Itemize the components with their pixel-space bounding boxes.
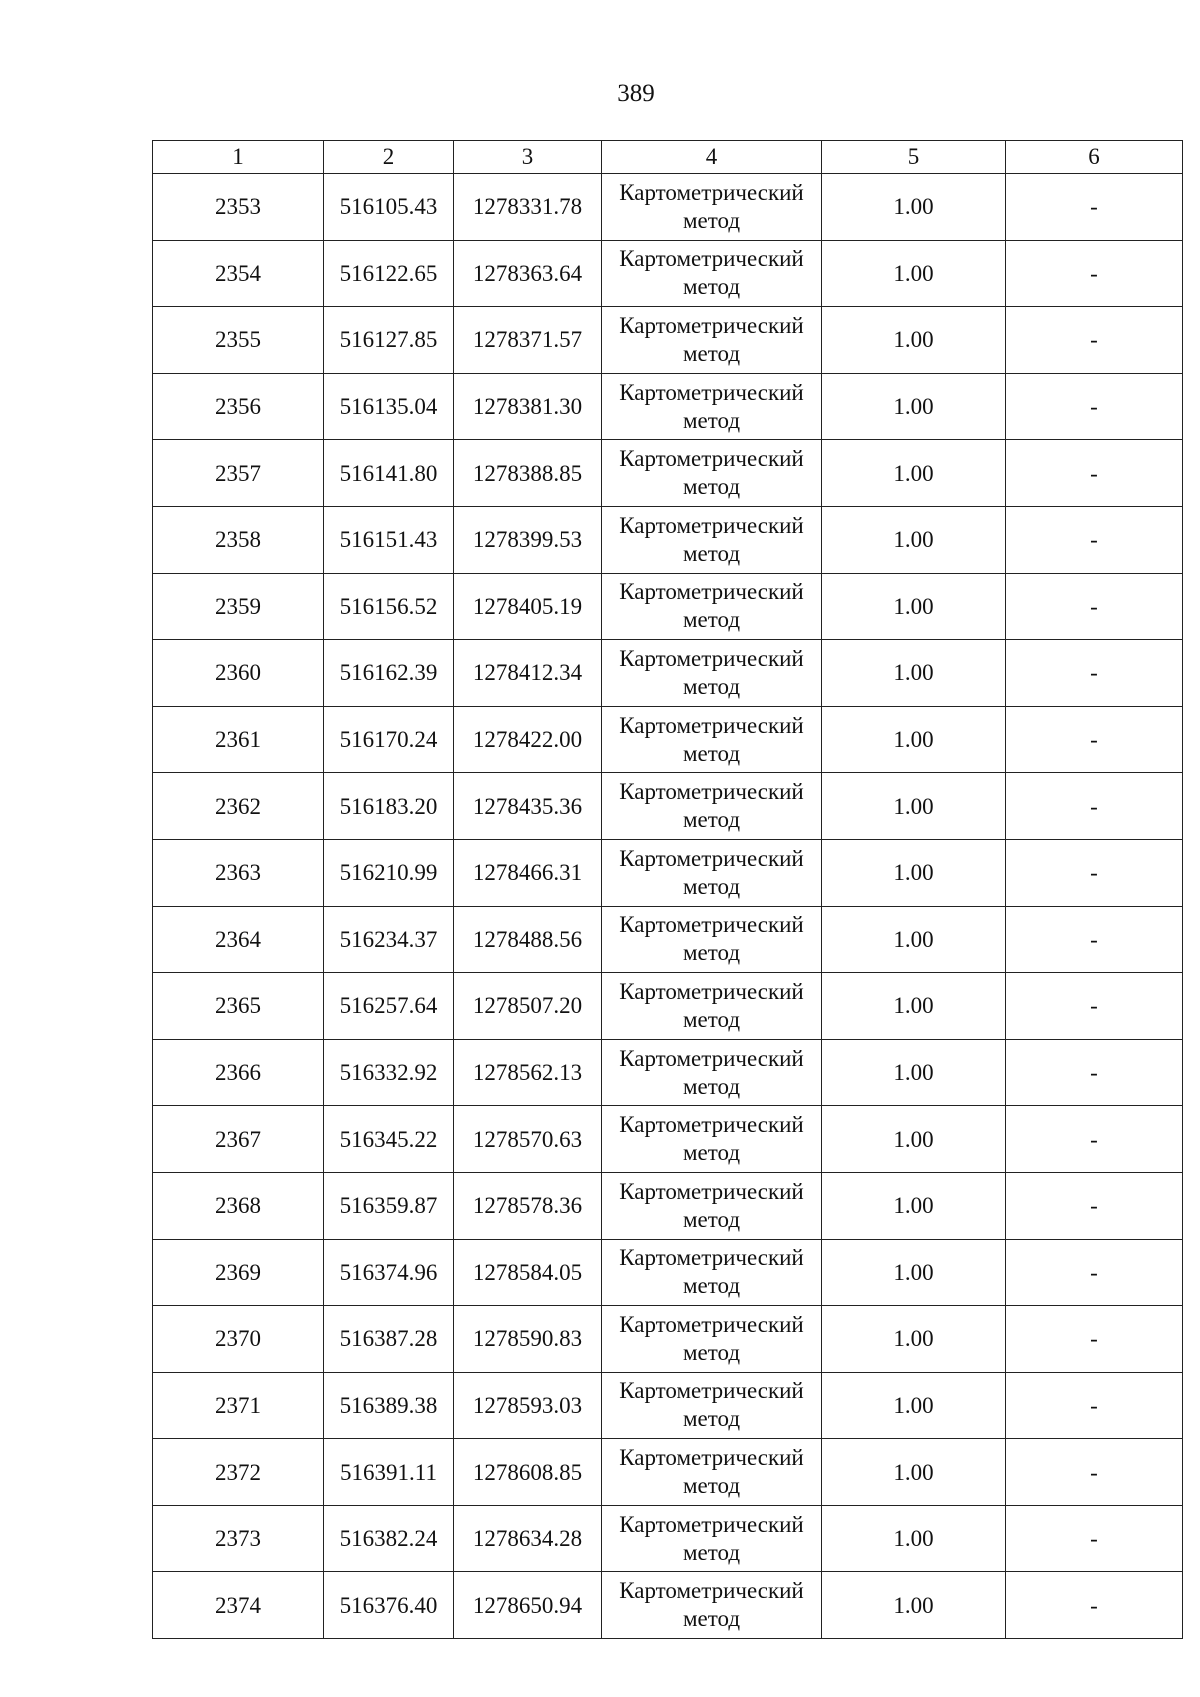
method-cell <box>602 174 822 241</box>
header-row <box>153 141 1183 174</box>
method-line-2: метод <box>682 673 741 699</box>
method-line-1: Картометрический <box>619 845 804 871</box>
method-line-2: метод <box>682 1606 741 1632</box>
y-coordinate-cell: 1278412.34 <box>454 640 602 707</box>
note-cell: - <box>1006 1505 1183 1572</box>
y-coordinate-cell: 1278593.03 <box>454 1372 602 1439</box>
table-row <box>153 640 1183 707</box>
method-cell <box>602 973 822 1040</box>
x-coordinate-cell: 516391.11 <box>324 1439 454 1506</box>
method-line-1: Картометрический <box>619 912 804 938</box>
table-row <box>153 906 1183 973</box>
header-col-1: 1 <box>153 141 324 174</box>
table-row <box>153 240 1183 307</box>
method-cell <box>602 773 822 840</box>
method-cell <box>602 307 822 374</box>
point-number-cell: 2371 <box>153 1372 324 1439</box>
note-cell: - <box>1006 1306 1183 1373</box>
method-line-1: Картометрический <box>619 312 804 338</box>
point-number-cell: 2360 <box>153 640 324 707</box>
accuracy-cell: 1.00 <box>822 1039 1006 1106</box>
note-cell: - <box>1006 1039 1183 1106</box>
table-header <box>153 141 1183 174</box>
point-number-cell: 2354 <box>153 240 324 307</box>
point-number-cell: 2367 <box>153 1106 324 1173</box>
note-cell: - <box>1006 506 1183 573</box>
note-cell: - <box>1006 573 1183 640</box>
method-line-1: Картометрический <box>619 779 804 805</box>
y-coordinate-cell: 1278634.28 <box>454 1505 602 1572</box>
method-cell <box>602 839 822 906</box>
method-line-2: метод <box>682 1539 741 1565</box>
y-coordinate-cell: 1278466.31 <box>454 839 602 906</box>
y-coordinate-cell: 1278422.00 <box>454 706 602 773</box>
accuracy-cell: 1.00 <box>822 240 1006 307</box>
method-line-2: метод <box>682 740 741 766</box>
point-number-cell: 2369 <box>153 1239 324 1306</box>
method-line-2: метод <box>682 540 741 566</box>
y-coordinate-cell: 1278650.94 <box>454 1572 602 1639</box>
header-col-3: 3 <box>454 141 602 174</box>
x-coordinate-cell: 516389.38 <box>324 1372 454 1439</box>
note-cell: - <box>1006 174 1183 241</box>
header-col-2: 2 <box>324 141 454 174</box>
note-cell: - <box>1006 839 1183 906</box>
x-coordinate-cell: 516135.04 <box>324 373 454 440</box>
method-cell <box>602 440 822 507</box>
method-cell <box>602 1172 822 1239</box>
method-line-1: Картометрический <box>619 978 804 1004</box>
x-coordinate-cell: 516332.92 <box>324 1039 454 1106</box>
accuracy-cell: 1.00 <box>822 307 1006 374</box>
y-coordinate-cell: 1278388.85 <box>454 440 602 507</box>
point-number-cell: 2357 <box>153 440 324 507</box>
y-coordinate-cell: 1278488.56 <box>454 906 602 973</box>
method-cell <box>602 506 822 573</box>
note-cell: - <box>1006 307 1183 374</box>
x-coordinate-cell: 516387.28 <box>324 1306 454 1373</box>
method-cell <box>602 1439 822 1506</box>
point-number-cell: 2362 <box>153 773 324 840</box>
table-row <box>153 440 1183 507</box>
header-col-4: 4 <box>602 141 822 174</box>
method-line-2: метод <box>682 807 741 833</box>
y-coordinate-cell: 1278381.30 <box>454 373 602 440</box>
point-number-cell: 2356 <box>153 373 324 440</box>
method-line-1: Картометрический <box>619 712 804 738</box>
method-cell <box>602 1372 822 1439</box>
point-number-cell: 2355 <box>153 307 324 374</box>
method-line-2: метод <box>682 1206 741 1232</box>
y-coordinate-cell: 1278584.05 <box>454 1239 602 1306</box>
accuracy-cell: 1.00 <box>822 1505 1006 1572</box>
table-row <box>153 174 1183 241</box>
y-coordinate-cell: 1278363.64 <box>454 240 602 307</box>
table-row <box>153 1572 1183 1639</box>
x-coordinate-cell: 516257.64 <box>324 973 454 1040</box>
x-coordinate-cell: 516151.43 <box>324 506 454 573</box>
point-number-cell: 2353 <box>153 174 324 241</box>
table-body <box>153 174 1183 1639</box>
table-row <box>153 1306 1183 1373</box>
point-number-cell: 2361 <box>153 706 324 773</box>
method-line-2: метод <box>682 1073 741 1099</box>
method-cell <box>602 1106 822 1173</box>
y-coordinate-cell: 1278590.83 <box>454 1306 602 1373</box>
accuracy-cell: 1.00 <box>822 573 1006 640</box>
method-line-1: Картометрический <box>619 1245 804 1271</box>
table-row <box>153 1239 1183 1306</box>
method-line-2: метод <box>682 1140 741 1166</box>
x-coordinate-cell: 516122.65 <box>324 240 454 307</box>
method-line-1: Картометрический <box>619 379 804 405</box>
method-line-2: метод <box>682 940 741 966</box>
accuracy-cell: 1.00 <box>822 506 1006 573</box>
method-line-1: Картометрический <box>619 1578 804 1604</box>
note-cell: - <box>1006 440 1183 507</box>
method-cell <box>602 706 822 773</box>
x-coordinate-cell: 516374.96 <box>324 1239 454 1306</box>
method-line-1: Картометрический <box>619 1511 804 1537</box>
method-cell <box>602 573 822 640</box>
method-line-1: Картометрический <box>619 1378 804 1404</box>
method-line-1: Картометрический <box>619 1045 804 1071</box>
accuracy-cell: 1.00 <box>822 1106 1006 1173</box>
accuracy-cell: 1.00 <box>822 706 1006 773</box>
x-coordinate-cell: 516210.99 <box>324 839 454 906</box>
table-row <box>153 1172 1183 1239</box>
y-coordinate-cell: 1278608.85 <box>454 1439 602 1506</box>
method-line-1: Картометрический <box>619 1311 804 1337</box>
method-cell <box>602 1572 822 1639</box>
note-cell: - <box>1006 773 1183 840</box>
method-cell <box>602 1306 822 1373</box>
table-row <box>153 1505 1183 1572</box>
note-cell: - <box>1006 1439 1183 1506</box>
x-coordinate-cell: 516162.39 <box>324 640 454 707</box>
accuracy-cell: 1.00 <box>822 640 1006 707</box>
x-coordinate-cell: 516359.87 <box>324 1172 454 1239</box>
method-line-2: метод <box>682 340 741 366</box>
table-row <box>153 706 1183 773</box>
note-cell: - <box>1006 1239 1183 1306</box>
point-number-cell: 2374 <box>153 1572 324 1639</box>
table-row <box>153 373 1183 440</box>
note-cell: - <box>1006 640 1183 707</box>
x-coordinate-cell: 516376.40 <box>324 1572 454 1639</box>
y-coordinate-cell: 1278578.36 <box>454 1172 602 1239</box>
method-line-2: метод <box>682 407 741 433</box>
method-line-2: метод <box>682 1273 741 1299</box>
table-row <box>153 573 1183 640</box>
method-line-2: метод <box>682 1406 741 1432</box>
method-cell <box>602 1039 822 1106</box>
coordinates-table <box>152 140 1183 1639</box>
table-row <box>153 973 1183 1040</box>
point-number-cell: 2368 <box>153 1172 324 1239</box>
table-row <box>153 1039 1183 1106</box>
note-cell: - <box>1006 706 1183 773</box>
accuracy-cell: 1.00 <box>822 1372 1006 1439</box>
y-coordinate-cell: 1278507.20 <box>454 973 602 1040</box>
point-number-cell: 2359 <box>153 573 324 640</box>
header-col-5: 5 <box>822 141 1006 174</box>
x-coordinate-cell: 516170.24 <box>324 706 454 773</box>
accuracy-cell: 1.00 <box>822 1306 1006 1373</box>
point-number-cell: 2370 <box>153 1306 324 1373</box>
method-line-1: Картометрический <box>619 645 804 671</box>
accuracy-cell: 1.00 <box>822 1439 1006 1506</box>
note-cell: - <box>1006 906 1183 973</box>
table-row <box>153 506 1183 573</box>
accuracy-cell: 1.00 <box>822 906 1006 973</box>
method-cell <box>602 906 822 973</box>
method-cell <box>602 640 822 707</box>
x-coordinate-cell: 516382.24 <box>324 1505 454 1572</box>
x-coordinate-cell: 516156.52 <box>324 573 454 640</box>
method-line-1: Картометрический <box>619 512 804 538</box>
note-cell: - <box>1006 973 1183 1040</box>
method-line-1: Картометрический <box>619 446 804 472</box>
accuracy-cell: 1.00 <box>822 1172 1006 1239</box>
x-coordinate-cell: 516105.43 <box>324 174 454 241</box>
method-line-2: метод <box>682 1006 741 1032</box>
method-line-1: Картометрический <box>619 1112 804 1138</box>
method-line-1: Картометрический <box>619 246 804 272</box>
y-coordinate-cell: 1278562.13 <box>454 1039 602 1106</box>
note-cell: - <box>1006 1572 1183 1639</box>
y-coordinate-cell: 1278435.36 <box>454 773 602 840</box>
method-line-2: метод <box>682 474 741 500</box>
method-cell <box>602 1239 822 1306</box>
note-cell: - <box>1006 240 1183 307</box>
note-cell: - <box>1006 373 1183 440</box>
page-number: 389 <box>617 80 655 107</box>
y-coordinate-cell: 1278399.53 <box>454 506 602 573</box>
header-col-6: 6 <box>1006 141 1183 174</box>
x-coordinate-cell: 516183.20 <box>324 773 454 840</box>
method-line-1: Картометрический <box>619 179 804 205</box>
point-number-cell: 2373 <box>153 1505 324 1572</box>
method-line-2: метод <box>682 607 741 633</box>
note-cell: - <box>1006 1372 1183 1439</box>
table-row <box>153 1106 1183 1173</box>
method-line-1: Картометрический <box>619 579 804 605</box>
method-line-1: Картометрический <box>619 1445 804 1471</box>
method-line-1: Картометрический <box>619 1178 804 1204</box>
point-number-cell: 2358 <box>153 506 324 573</box>
method-line-2: метод <box>682 1339 741 1365</box>
point-number-cell: 2363 <box>153 839 324 906</box>
accuracy-cell: 1.00 <box>822 174 1006 241</box>
table-row <box>153 773 1183 840</box>
y-coordinate-cell: 1278570.63 <box>454 1106 602 1173</box>
accuracy-cell: 1.00 <box>822 839 1006 906</box>
table-row <box>153 307 1183 374</box>
method-line-2: метод <box>682 274 741 300</box>
x-coordinate-cell: 516141.80 <box>324 440 454 507</box>
note-cell: - <box>1006 1106 1183 1173</box>
point-number-cell: 2364 <box>153 906 324 973</box>
x-coordinate-cell: 516234.37 <box>324 906 454 973</box>
accuracy-cell: 1.00 <box>822 973 1006 1040</box>
accuracy-cell: 1.00 <box>822 773 1006 840</box>
accuracy-cell: 1.00 <box>822 440 1006 507</box>
method-line-2: метод <box>682 1473 741 1499</box>
accuracy-cell: 1.00 <box>822 373 1006 440</box>
x-coordinate-cell: 516345.22 <box>324 1106 454 1173</box>
accuracy-cell: 1.00 <box>822 1239 1006 1306</box>
method-line-2: метод <box>682 207 741 233</box>
method-line-2: метод <box>682 873 741 899</box>
y-coordinate-cell: 1278405.19 <box>454 573 602 640</box>
table-row <box>153 1439 1183 1506</box>
x-coordinate-cell: 516127.85 <box>324 307 454 374</box>
table-row <box>153 839 1183 906</box>
method-cell <box>602 240 822 307</box>
table-row <box>153 1372 1183 1439</box>
y-coordinate-cell: 1278331.78 <box>454 174 602 241</box>
point-number-cell: 2366 <box>153 1039 324 1106</box>
point-number-cell: 2365 <box>153 973 324 1040</box>
method-cell <box>602 373 822 440</box>
point-number-cell: 2372 <box>153 1439 324 1506</box>
accuracy-cell: 1.00 <box>822 1572 1006 1639</box>
method-cell <box>602 1505 822 1572</box>
note-cell: - <box>1006 1172 1183 1239</box>
y-coordinate-cell: 1278371.57 <box>454 307 602 374</box>
